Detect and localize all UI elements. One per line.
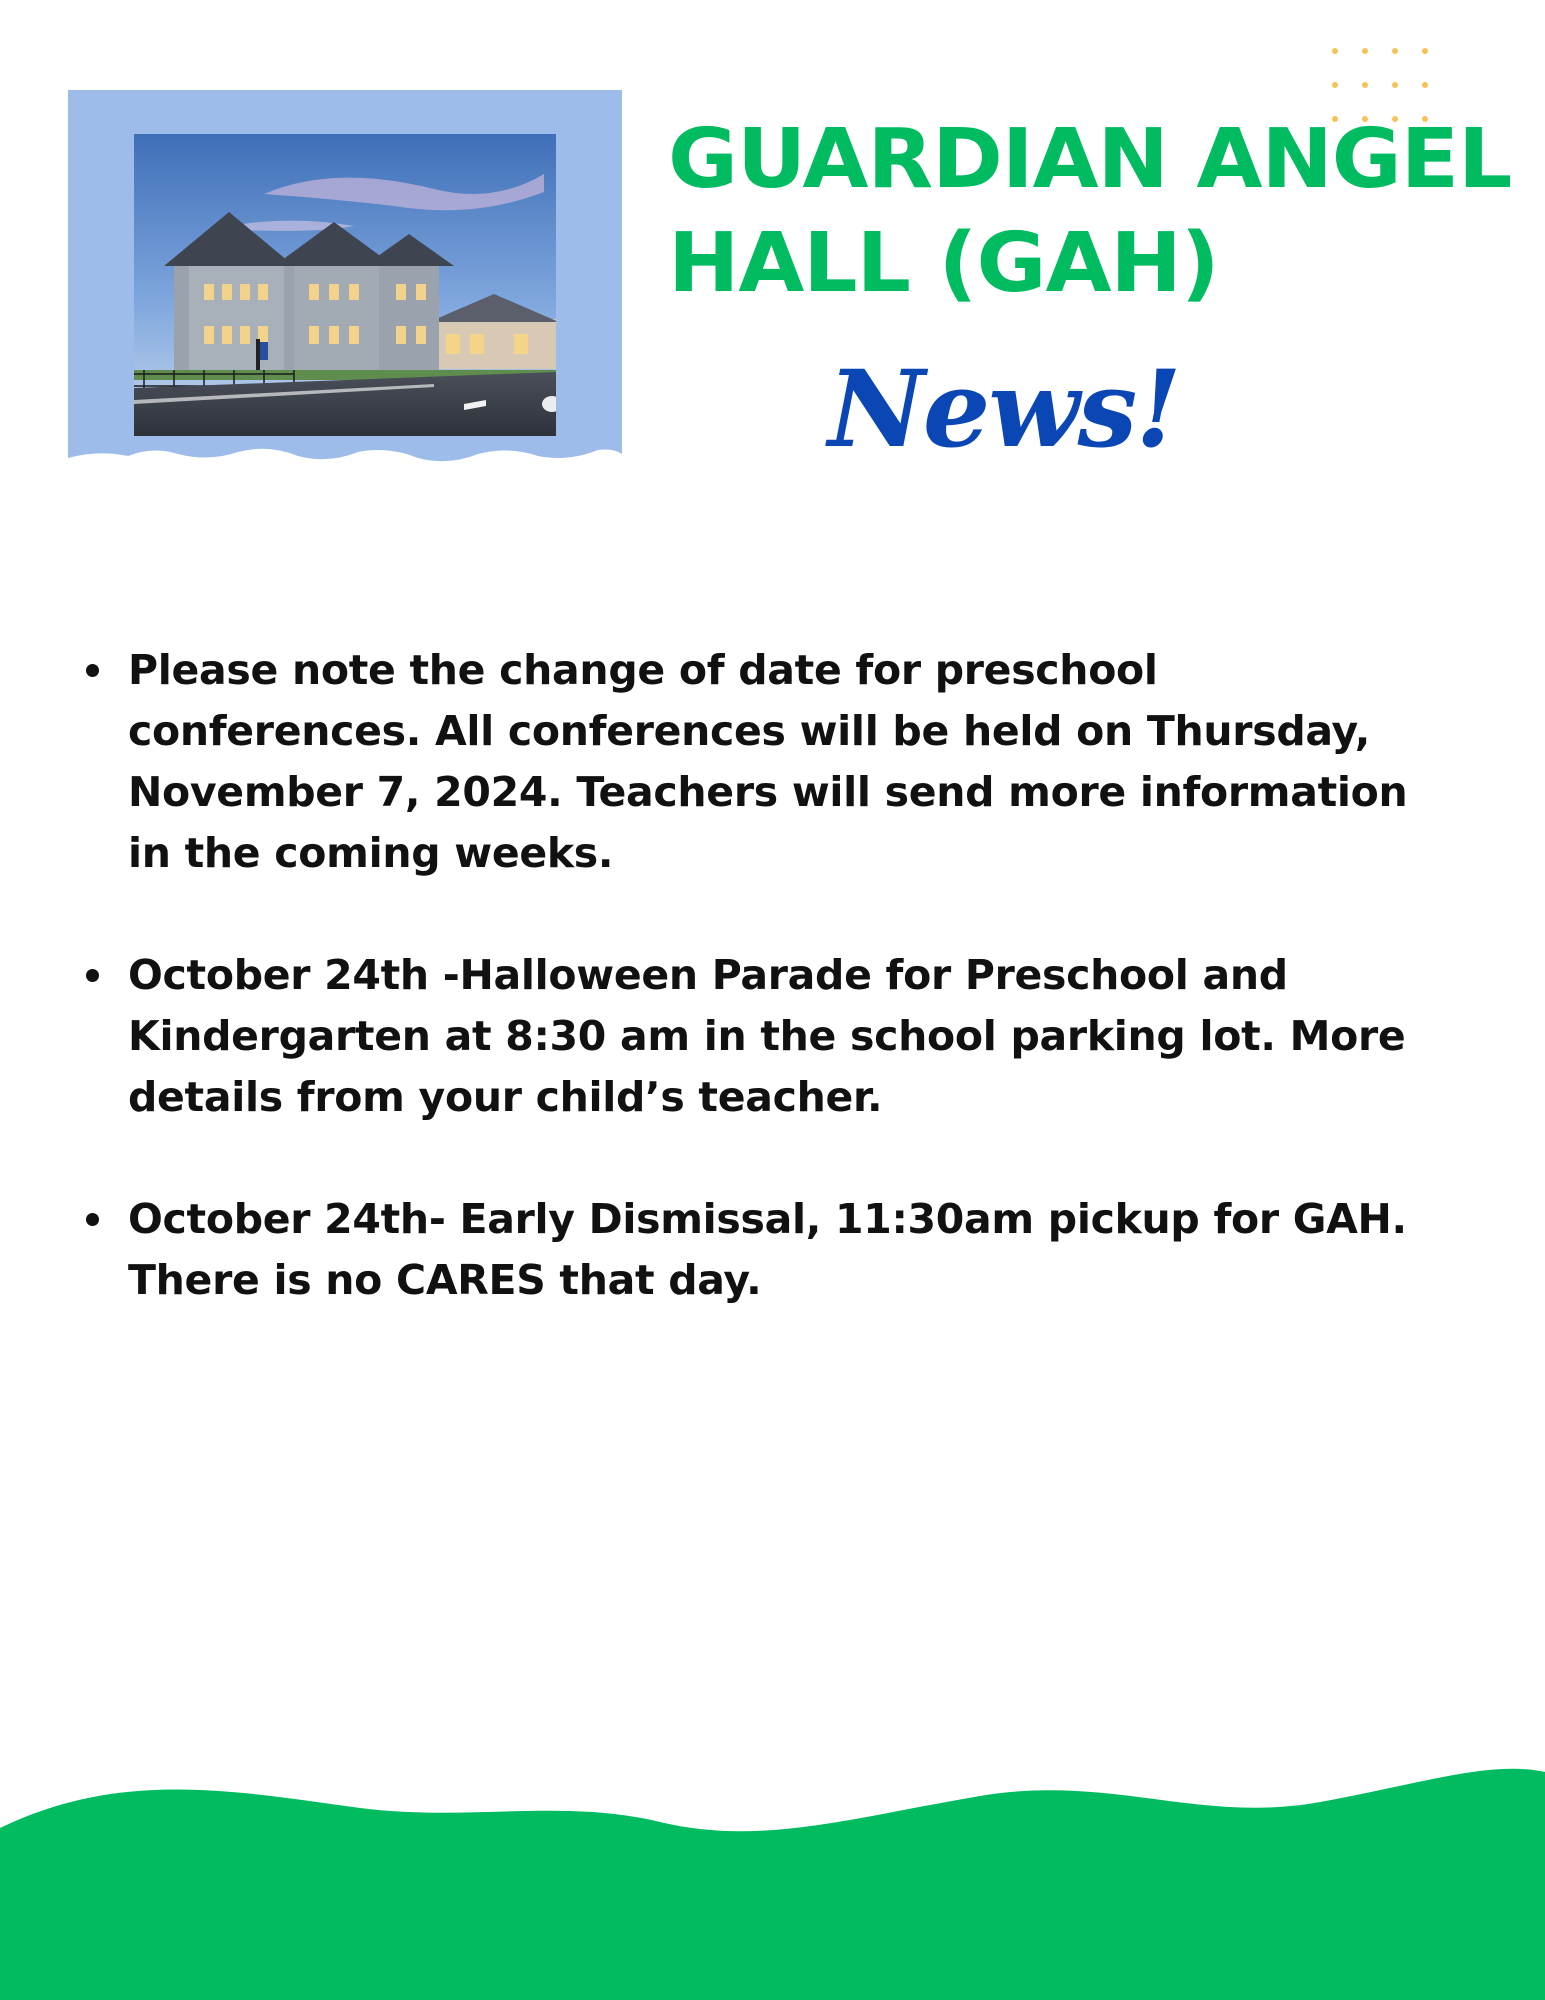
dot-icon — [1332, 48, 1338, 54]
dot-icon — [1362, 48, 1368, 54]
news-subtitle: News! — [828, 346, 1180, 471]
dot-icon — [1392, 48, 1398, 54]
dot-icon — [1392, 82, 1398, 88]
photo-card — [68, 90, 622, 476]
school-building-image — [134, 134, 556, 436]
announcement-text — [128, 1189, 1506, 1311]
school-building-photo — [134, 134, 556, 436]
torn-paper-edge — [68, 444, 622, 484]
dot-icon — [1362, 82, 1368, 88]
bottom-green-wave — [0, 1750, 1545, 2000]
dot-icon — [1422, 82, 1428, 88]
title-line-1: GUARDIAN ANGEL — [668, 112, 1512, 207]
page-title — [668, 108, 1542, 316]
bullet-icon — [86, 664, 99, 677]
bullet-icon — [86, 1213, 99, 1226]
dot-icon — [1332, 82, 1338, 88]
announcement-list — [86, 640, 1506, 1372]
announcement-text — [128, 945, 1506, 1128]
announcement-line: October 24th- Early Dismissal, 11:30am pickup for GAH. — [128, 1195, 1407, 1243]
announcement-line: conferences. All conferences will be held on Thursday, — [128, 707, 1370, 755]
announcement-line: details from your child’s teacher. — [128, 1073, 883, 1121]
announcement-line: October 24th -Halloween Parade for Preschool and — [128, 951, 1288, 999]
title-line-2: HALL (GAH) — [668, 216, 1219, 311]
announcement-line: There is no CARES that day. — [128, 1256, 762, 1304]
announcement-line: November 7, 2024. Teachers will send more information — [128, 768, 1408, 816]
announcement-line: Kindergarten at 8:30 am in the school parking lot. More — [128, 1012, 1406, 1060]
announcement-text — [128, 640, 1506, 884]
bullet-icon — [86, 969, 99, 982]
announcement-line: Please note the change of date for preschool — [128, 646, 1158, 694]
announcement-item — [86, 945, 1506, 1128]
announcement-item — [86, 640, 1506, 884]
announcement-item — [86, 1189, 1506, 1311]
dot-icon — [1422, 48, 1428, 54]
announcement-line: in the coming weeks. — [128, 829, 614, 877]
